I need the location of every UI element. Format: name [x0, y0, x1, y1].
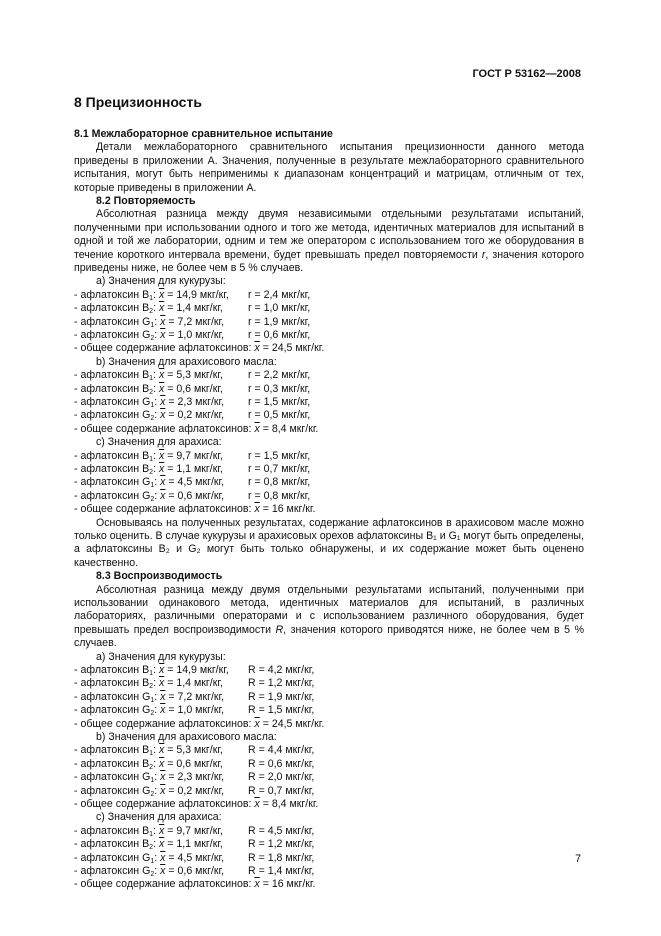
value-row — [74, 691, 584, 704]
toxin-index: 2 — [149, 308, 154, 316]
toxin-letter: G — [142, 329, 151, 342]
xbar-symbol: $\overline{x}$ — [160, 704, 166, 717]
xbar-symbol: $\overline{x}$ — [160, 489, 166, 502]
value-row — [74, 476, 584, 489]
toxin-letter: B — [142, 382, 150, 395]
total-prefix: - общее содержание афлатоксинов: — [74, 503, 255, 516]
group-title: а) Значения для кукурузы: — [96, 275, 226, 288]
toxin-letter: G — [142, 864, 151, 877]
xbar-symbol: $\overline{x}$ — [254, 422, 260, 435]
value-row — [74, 329, 584, 342]
value-row — [74, 771, 584, 784]
group-title: b) Значения для арахисового масла: — [96, 730, 277, 743]
value-row — [74, 825, 584, 838]
limit-value: r = 0,7 мкг/кг, — [248, 462, 311, 475]
toxin-index: 2 — [150, 870, 155, 878]
xbar-symbol: $\overline{x}$ — [160, 329, 166, 342]
mean-value: = 2,3 мкг/кг, — [168, 396, 225, 409]
limit-value: r = 1,5 мкг/кг, — [248, 396, 311, 409]
mean-value: = 9,7 мкг/кг, — [167, 824, 223, 837]
mean-value: = 5,3 мкг/кг, — [167, 744, 223, 757]
row-prefix: - афлатоксин — [74, 462, 143, 475]
limit-value: r = 0,3 мкг/кг, — [248, 382, 311, 395]
row-prefix: - афлатоксин — [74, 315, 143, 328]
row-prefix: - афлатоксин — [74, 382, 143, 395]
value-row — [74, 704, 584, 717]
paragraph-8-2: Абсолютная разница между двумя независимыми отдельными результатами испытаний, полученными при использовании одного и того же метода, идентичных материалов для испытаний в одной и той же лаборатории, одним и тем же оператором с использованием того же оборудования в течение короткого интервала времени, будет превышать предел повторяемости r, значения которого приведены ниже, не более чем в 5 % случаев. — [74, 208, 584, 275]
xbar-symbol: $\overline{x}$ — [254, 797, 260, 810]
row-prefix: - афлатоксин — [74, 369, 143, 382]
mean-value: = 1,0 мкг/кг, — [168, 704, 225, 717]
toxin-index: 2 — [150, 415, 155, 423]
value-row-left: - афлатоксин $B_1$: $\overline{x} = 14,9$ мкг/кг, — [74, 664, 229, 678]
value-row-left: - афлатоксин $G_1$: $\overline{x} = 7,2$ мкг/кг, — [74, 315, 225, 329]
paragraph-8-3: Абсолютная разница между двумя отдельными результатами испытаний, полученными при использовании одинакового метода, идентичных материалов для испытаний, в различных лабораториях, различными операторами и с использованием различного оборудования, будет превышать предел воспроизводимости R, значения которого приводятся ниже, не более чем в 5 % случаев. — [74, 583, 585, 650]
row-prefix: - афлатоксин — [74, 677, 143, 690]
toxin-letter: G — [142, 476, 151, 489]
value-row — [74, 865, 584, 878]
limit-value: R = 0,7 мкг/кг, — [248, 784, 315, 797]
toxin-letter: G — [142, 690, 151, 703]
value-row-left: - афлатоксин $B_2$: $\overline{x} = 1,1$ мкг/кг, — [74, 462, 223, 476]
limit-value: R = 1,9 мкг/кг, — [248, 690, 315, 703]
limit-value: r = 0,8 мкг/кг, — [248, 489, 311, 502]
total-prefix: - общее содержание афлатоксинов: — [74, 878, 255, 891]
value-row — [74, 369, 584, 382]
limit-value: r = 1,9 мкг/кг, — [248, 315, 311, 328]
value-row — [74, 758, 584, 771]
toxin-index: 1 — [150, 696, 155, 704]
row-prefix: - афлатоксин — [74, 864, 143, 877]
total-row — [74, 878, 584, 891]
xbar-symbol: $\overline{x}$ — [160, 409, 166, 422]
limit-value: r = 0,6 мкг/кг, — [248, 329, 311, 342]
toxin-index: 1 — [149, 455, 154, 463]
limit-value: R = 1,8 мкг/кг, — [248, 851, 315, 864]
toxin-index: 2 — [149, 388, 154, 396]
value-row-left: - афлатоксин $G_2$: $\overline{x} = 1,0$ мкг/кг, — [74, 704, 225, 718]
xbar-symbol: $\overline{x}$ — [160, 476, 166, 489]
toxin-letter: G — [142, 704, 151, 717]
row-prefix: - афлатоксин — [74, 489, 143, 502]
row-prefix: - афлатоксин — [74, 824, 143, 837]
mean-value: = 1,4 мкг/кг, — [167, 302, 223, 315]
toxin-letter: B — [142, 462, 150, 475]
xbar-symbol: $\overline{x}$ — [160, 396, 166, 409]
row-prefix: - афлатоксин — [74, 664, 143, 677]
toxin-letter: B — [142, 677, 150, 690]
value-row-left: - афлатоксин $B_1$: $\overline{x} = 9,7$ мкг/кг, — [74, 449, 223, 463]
value-row — [74, 490, 584, 503]
toxin-index: 2 — [149, 683, 154, 691]
toxin-letter: G — [142, 409, 151, 422]
xbar-symbol: $\overline{x}$ — [158, 302, 165, 315]
toxin-index: 2 — [150, 495, 155, 503]
value-row-left: - афлатоксин $B_1$: $\overline{x} = 14,9$ мкг/кг, — [74, 288, 229, 302]
xbar-symbol: $\overline{x}$ — [158, 664, 165, 677]
value-row — [74, 677, 584, 690]
xbar-symbol: $\overline{x}$ — [160, 851, 166, 864]
mean-value: = 7,2 мкг/кг, — [168, 690, 225, 703]
toxin-letter: B — [142, 824, 150, 837]
group-title: b) Значения для арахисового масла: — [96, 355, 277, 368]
value-row-left: - афлатоксин $G_1$: $\overline{x} = 2,3$ мкг/кг, — [74, 771, 225, 785]
xbar-symbol: $\overline{x}$ — [160, 315, 166, 328]
row-prefix: - афлатоксин — [74, 838, 143, 851]
limit-value: R = 1,5 мкг/кг, — [248, 704, 315, 717]
toxin-index: 1 — [149, 375, 154, 383]
total-value: = 24,5 мкг/кг. — [262, 342, 325, 355]
total-prefix: - общее содержание афлатоксинов: — [74, 797, 255, 810]
toxin-index: 1 — [150, 777, 155, 785]
total-prefix: - общее содержание афлатоксинов: — [74, 422, 255, 435]
total-value: = 8,4 мкг/кг. — [262, 422, 319, 435]
toxin-letter: G — [142, 851, 151, 864]
value-row — [74, 409, 584, 422]
toxin-index: 2 — [149, 763, 154, 771]
xbar-symbol: $\overline{x}$ — [254, 342, 260, 355]
limit-value: r = 1,5 мкг/кг, — [248, 449, 311, 462]
value-row-left: - афлатоксин $G_2$: $\overline{x} = 0,6$ мкг/кг, — [74, 864, 225, 878]
limit-value: R = 1,4 мкг/кг, — [248, 864, 315, 877]
mean-value: = 9,7 мкг/кг, — [167, 449, 223, 462]
toxin-letter: B — [142, 744, 150, 757]
mean-value: = 2,3 мкг/кг, — [168, 771, 225, 784]
section-title: 8 Прецизионность — [74, 94, 202, 110]
value-row-left: - афлатоксин $B_1$: $\overline{x} = 9,7$ мкг/кг, — [74, 824, 223, 838]
value-row — [74, 396, 584, 409]
mean-value: = 0,6 мкг/кг, — [167, 757, 223, 770]
value-row-left: - афлатоксин $B_2$: $\overline{x} = 1,4$ мкг/кг, — [74, 677, 223, 691]
xbar-symbol: $\overline{x}$ — [158, 677, 165, 690]
value-row-left: - афлатоксин $G_2$: $\overline{x} = 0,6$ мкг/кг, — [74, 489, 225, 503]
toxin-letter: B — [142, 302, 150, 315]
limit-value: R = 4,2 мкг/кг, — [248, 664, 315, 677]
toxin-index: 1 — [149, 670, 154, 678]
xbar-symbol: $\overline{x}$ — [158, 838, 165, 851]
mean-value: = 14,9 мкг/кг, — [167, 288, 229, 301]
group-title: c) Значения для арахиса: — [96, 436, 222, 449]
value-row-left: - афлатоксин $G_2$: $\overline{x} = 1,0$ мкг/кг, — [74, 329, 225, 343]
toxin-letter: G — [142, 396, 151, 409]
toxin-index: 1 — [150, 321, 155, 329]
xbar-symbol: $\overline{x}$ — [254, 717, 260, 730]
limit-value: R = 2,0 мкг/кг, — [248, 771, 315, 784]
toxin-letter: B — [142, 664, 150, 677]
xbar-symbol: $\overline{x}$ — [158, 288, 165, 301]
mean-value: = 0,2 мкг/кг, — [168, 784, 225, 797]
toxin-letter: G — [142, 784, 151, 797]
toxin-letter: G — [142, 315, 151, 328]
total-value: = 16 мкг/кг. — [262, 878, 316, 891]
toxin-index: 2 — [150, 335, 155, 343]
value-row — [74, 785, 584, 798]
total-value: = 16 мкг/кг. — [262, 503, 316, 516]
xbar-symbol: $\overline{x}$ — [158, 462, 165, 475]
value-row — [74, 744, 584, 757]
row-prefix: - афлатоксин — [74, 771, 143, 784]
xbar-symbol: $\overline{x}$ — [158, 757, 165, 770]
limit-value: r = 0,8 мкг/кг, — [248, 476, 311, 489]
limit-value: R = 0,6 мкг/кг, — [248, 757, 315, 770]
subsection-title-8-3: 8.3 Воспроизводимость — [96, 570, 223, 583]
row-prefix: - афлатоксин — [74, 690, 143, 703]
mean-value: = 1,4 мкг/кг, — [167, 677, 223, 690]
total-row — [74, 342, 584, 355]
row-prefix: - афлатоксин — [74, 757, 143, 770]
total-value: = 24,5 мкг/кг. — [262, 717, 325, 730]
toxin-index: 2 — [149, 468, 154, 476]
toxin-index: 1 — [150, 857, 155, 865]
value-row-left: - афлатоксин $G_2$: $\overline{x} = 0,2$ мкг/кг, — [74, 784, 225, 798]
value-row-left: - афлатоксин $B_2$: $\overline{x} = 0,6$ мкг/кг, — [74, 757, 223, 771]
limit-value: R = 4,4 мкг/кг, — [248, 744, 315, 757]
row-prefix: - афлатоксин — [74, 704, 143, 717]
mean-value: = 7,2 мкг/кг, — [168, 315, 225, 328]
paragraph-note: Основываясь на полученных результатах, содержание афлатоксинов в арахисовом масле можно только оценить. В случае кукурузы и арахисовых орехов афлатоксины B₁ и G₁ могут быть определены, а афлатоксины B₂ и G₂ могут быть только обнаружены, и их содержание может быть оценено качественно. — [74, 516, 584, 569]
toxin-index: 1 — [149, 294, 154, 302]
value-row — [74, 289, 584, 302]
value-row — [74, 852, 584, 865]
xbar-symbol: $\overline{x}$ — [160, 864, 166, 877]
total-row — [74, 718, 584, 731]
xbar-symbol: $\overline{x}$ — [160, 784, 166, 797]
reproducibility-values — [74, 651, 584, 892]
value-row-left: - афлатоксин $G_1$: $\overline{x} = 2,3$ мкг/кг, — [74, 396, 225, 410]
row-prefix: - афлатоксин — [74, 476, 143, 489]
xbar-symbol: $\overline{x}$ — [158, 369, 165, 382]
limit-value: R = 1,2 мкг/кг, — [248, 838, 315, 851]
toxin-letter: G — [142, 489, 151, 502]
value-row — [74, 383, 584, 396]
xbar-symbol: $\overline{x}$ — [158, 824, 165, 837]
mean-value: = 14,9 мкг/кг, — [167, 664, 229, 677]
total-prefix: - общее содержание афлатоксинов: — [74, 342, 255, 355]
row-prefix: - афлатоксин — [74, 396, 143, 409]
toxin-letter: B — [142, 757, 150, 770]
value-row-left: - афлатоксин $B_1$: $\overline{x} = 5,3$ мкг/кг, — [74, 369, 223, 383]
mean-value: = 0,2 мкг/кг, — [168, 409, 225, 422]
row-prefix: - афлатоксин — [74, 784, 143, 797]
row-prefix: - афлатоксин — [74, 449, 143, 462]
xbar-symbol: $\overline{x}$ — [160, 771, 166, 784]
xbar-symbol: $\overline{x}$ — [160, 690, 166, 703]
toxin-index: 2 — [150, 790, 155, 798]
toxin-letter: B — [142, 449, 150, 462]
row-prefix: - афлатоксин — [74, 409, 143, 422]
value-row-left: - афлатоксин $G_1$: $\overline{x} = 4,5$ мкг/кг, — [74, 851, 225, 865]
xbar-symbol: $\overline{x}$ — [254, 878, 260, 891]
toxin-index: 1 — [150, 402, 155, 410]
value-row-left: - афлатоксин $B_1$: $\overline{x} = 5,3$ мкг/кг, — [74, 744, 223, 758]
value-row-left: - афлатоксин $B_2$: $\overline{x} = 0,6$ мкг/кг, — [74, 382, 223, 396]
value-row — [74, 463, 584, 476]
repeatability-values — [74, 275, 584, 516]
value-row-left: - афлатоксин $G_2$: $\overline{x} = 0,2$ мкг/кг, — [74, 409, 225, 423]
mean-value: = 0,6 мкг/кг, — [168, 489, 225, 502]
mean-value: = 5,3 мкг/кг, — [167, 369, 223, 382]
total-value: = 8,4 мкг/кг. — [262, 797, 319, 810]
toxin-index: 1 — [149, 830, 154, 838]
toxin-index: 1 — [150, 482, 155, 490]
total-row — [74, 503, 584, 516]
limit-value: r = 1,0 мкг/кг, — [248, 302, 311, 315]
total-row — [74, 798, 584, 811]
mean-value: = 0,6 мкг/кг, — [167, 382, 223, 395]
limit-value: R = 4,5 мкг/кг, — [248, 824, 315, 837]
row-prefix: - афлатоксин — [74, 744, 143, 757]
group-title: а) Значения для кукурузы: — [96, 650, 226, 663]
mean-value: = 1,1 мкг/кг, — [167, 838, 223, 851]
mean-value: = 4,5 мкг/кг, — [168, 476, 225, 489]
row-prefix: - афлатоксин — [74, 302, 143, 315]
value-row — [74, 302, 584, 315]
mean-value: = 0,6 мкг/кг, — [168, 864, 225, 877]
toxin-index: 1 — [149, 750, 154, 758]
limit-value: r = 2,4 мкг/кг, — [248, 288, 311, 301]
xbar-symbol: $\overline{x}$ — [254, 503, 260, 516]
toxin-index: 2 — [149, 844, 154, 852]
xbar-symbol: $\overline{x}$ — [158, 449, 165, 462]
paragraph-8-1: Детали межлабораторного сравнительного испытания прецизионности данного метода приведены в приложении А. Значения, полученные в результате межлабораторного сравнительного испытания, могут быть неприменимы к диапазонам концентраций и матрицам, отличным от тех, которые приведены в приложении А. — [74, 141, 584, 194]
value-row-left: - афлатоксин $B_2$: $\overline{x} = 1,4$ мкг/кг, — [74, 302, 223, 316]
value-row — [74, 838, 584, 851]
row-prefix: - афлатоксин — [74, 288, 143, 301]
toxin-letter: B — [142, 838, 150, 851]
limit-value: r = 0,5 мкг/кг, — [248, 409, 311, 422]
mean-value: = 1,0 мкг/кг, — [168, 329, 225, 342]
subsection-title-8-2: 8.2 Повторяемость — [96, 195, 196, 208]
mean-value: = 1,1 мкг/кг, — [167, 462, 223, 475]
document-header: ГОСТ Р 53162—2008 — [472, 68, 581, 80]
value-row-left: - афлатоксин $G_1$: $\overline{x} = 4,5$ мкг/кг, — [74, 476, 225, 490]
limit-value: R = 1,2 мкг/кг, — [248, 677, 315, 690]
mean-value: = 4,5 мкг/кг, — [168, 851, 225, 864]
toxin-index: 2 — [150, 710, 155, 718]
value-row — [74, 316, 584, 329]
toxin-letter: B — [142, 369, 150, 382]
xbar-symbol: $\overline{x}$ — [158, 382, 165, 395]
page-body — [74, 94, 584, 892]
group-title: c) Значения для арахиса: — [96, 811, 222, 824]
value-row — [74, 450, 584, 463]
subsection-title-8-1: 8.1 Межлабораторное сравнительное испытание — [74, 128, 333, 140]
toxin-letter: G — [142, 771, 151, 784]
row-prefix: - афлатоксин — [74, 851, 143, 864]
total-row — [74, 423, 584, 436]
value-row-left: - афлатоксин $B_2$: $\overline{x} = 1,1$ мкг/кг, — [74, 838, 223, 852]
value-row — [74, 664, 584, 677]
limit-value: r = 2,2 мкг/кг, — [248, 369, 311, 382]
total-prefix: - общее содержание афлатоксинов: — [74, 717, 255, 730]
page-number: 7 — [575, 853, 581, 865]
value-row-left: - афлатоксин $G_1$: $\overline{x} = 7,2$ мкг/кг, — [74, 690, 225, 704]
xbar-symbol: $\overline{x}$ — [158, 744, 165, 757]
toxin-letter: B — [142, 288, 150, 301]
row-prefix: - афлатоксин — [74, 329, 143, 342]
